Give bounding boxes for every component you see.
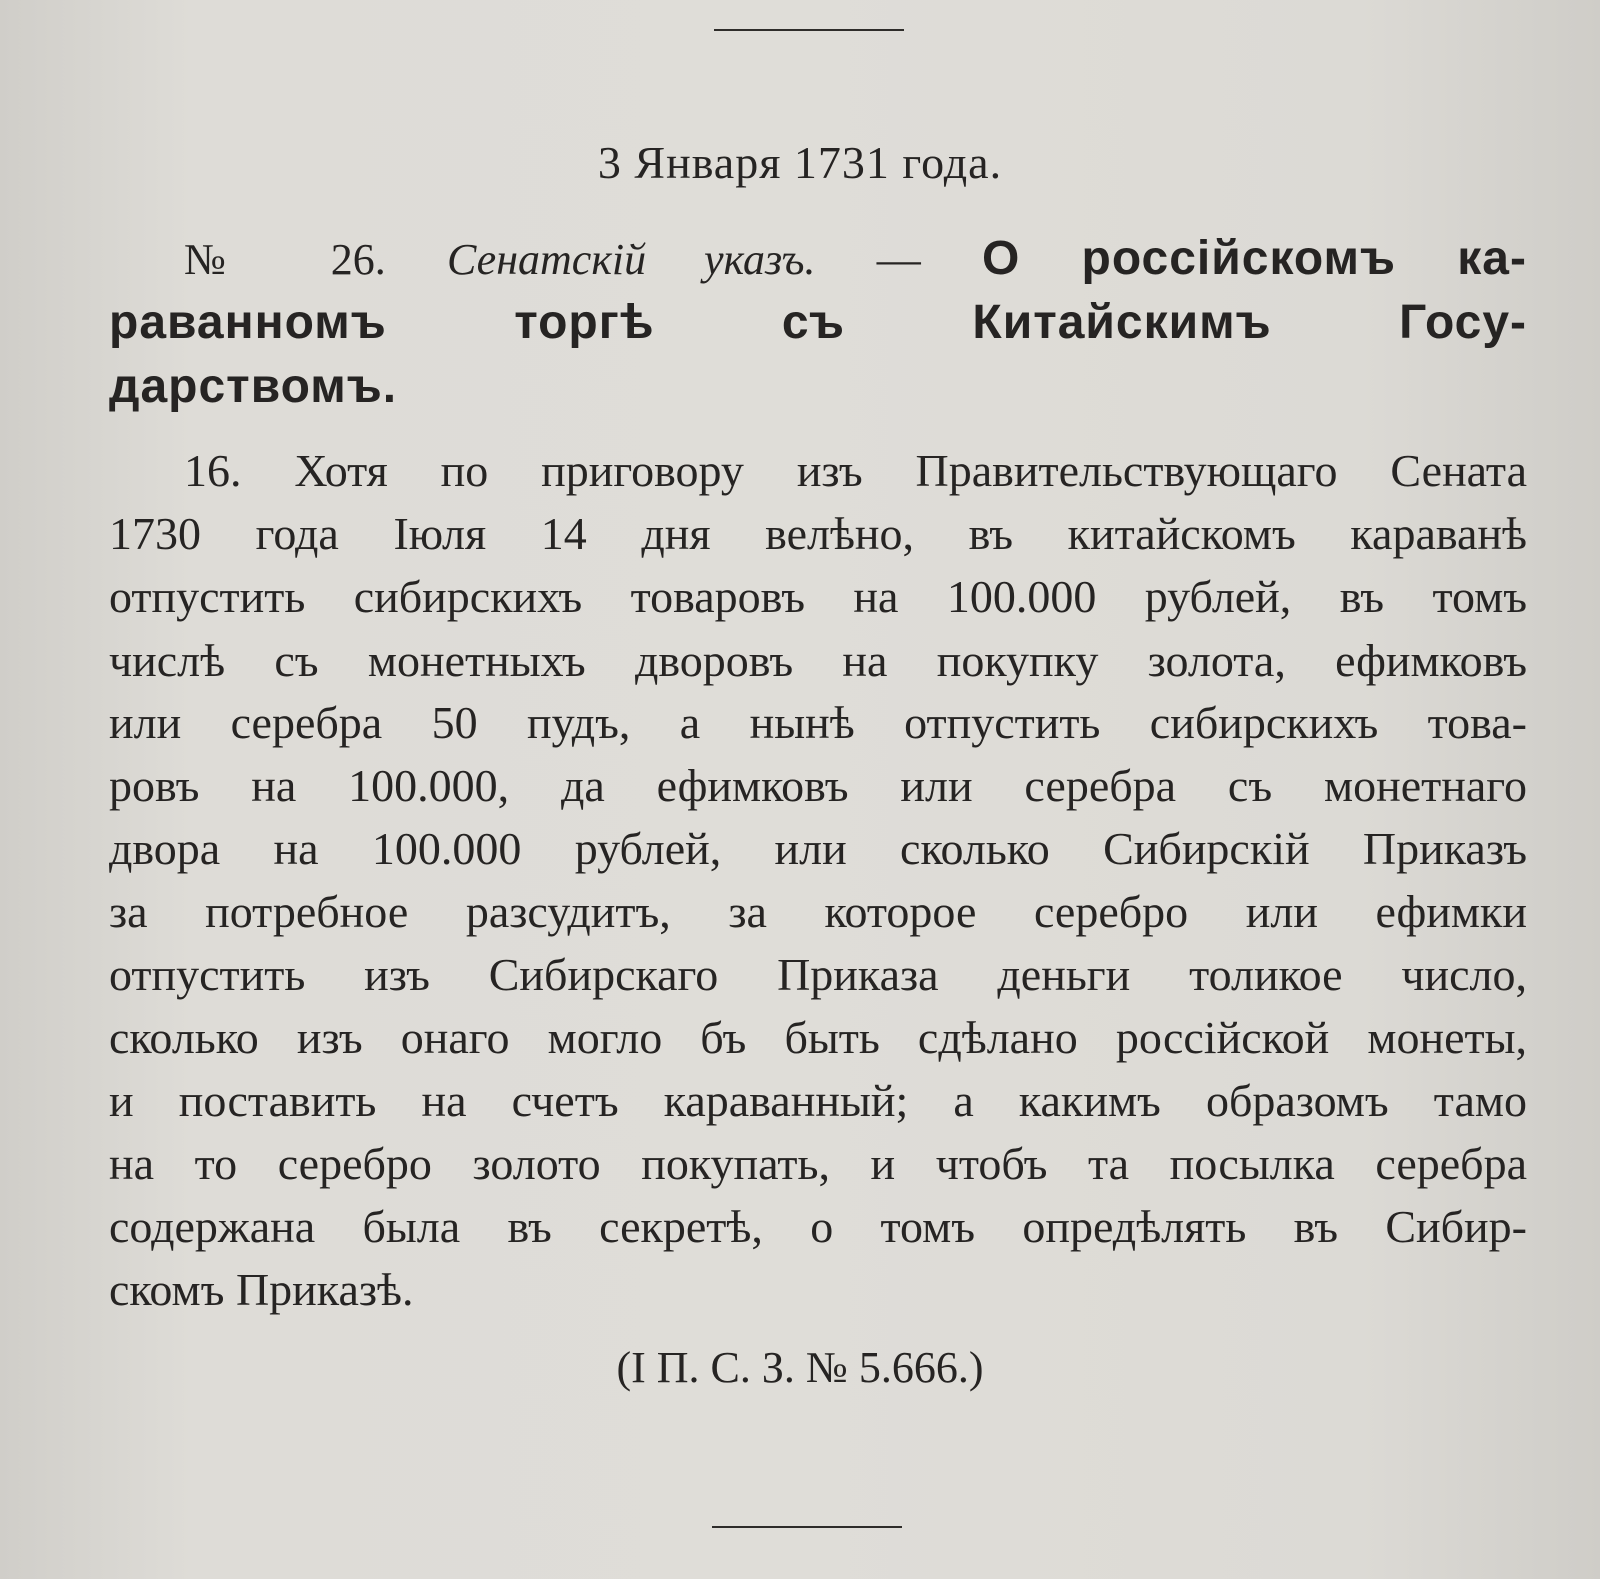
- entry-date: 3 Января 1731 года.: [597, 137, 1003, 188]
- heading-line-3: дарствомъ.: [109, 360, 398, 413]
- body-line: отпустить изъ Сибирскаго Приказа деньги толикое число,: [109, 949, 1527, 1000]
- source-citation: (I П. С. З. № 5.666.): [616, 1343, 984, 1392]
- body-line: 16. Хотя по приговору изъ Правительствующаго Сената: [184, 445, 1527, 496]
- body-line: или серебра 50 пудъ, а нынѣ отпустить сибирскихъ това-: [109, 697, 1527, 748]
- document-title-part-1: О россiйскомъ ка-: [981, 232, 1527, 285]
- body-line: содержана была въ секретѣ, о томъ опредѣлять въ Сибир-: [109, 1201, 1527, 1252]
- bottom-rule: [712, 1526, 902, 1528]
- top-rule: [714, 29, 904, 31]
- body-line: на то серебро золото покупать, и чтобъ та посылка серебра: [109, 1138, 1527, 1189]
- heading-line-1: [184, 228, 1527, 290]
- body-line: и поставить на счетъ караванный; а какимъ образомъ тамо: [109, 1075, 1527, 1126]
- body-line: числѣ съ монетныхъ дворовъ на покупку золота, ефимковъ: [109, 635, 1527, 686]
- body-line: ровъ на 100.000, да ефимковъ или серебра съ монетнаго: [109, 760, 1527, 811]
- document-number: № 26.: [184, 235, 386, 284]
- body-line: сколько изъ онаго могло бъ быть сдѣлано россiйской монеты,: [109, 1012, 1527, 1063]
- body-line: двора на 100.000 рублей, или сколько Сибирскiй Приказъ: [109, 823, 1527, 874]
- body-line: отпустить сибирскихъ товаровъ на 100.000 рублей, въ томъ: [109, 571, 1527, 622]
- body-line: 1730 года Iюля 14 дня велѣно, въ китайскомъ караванѣ: [109, 508, 1527, 559]
- body-line: скомъ Приказѣ.: [109, 1264, 414, 1315]
- document-kind: Сенатскiй указъ.: [447, 235, 816, 284]
- heading-line-2: раванномъ торгѣ съ Китайскимъ Госу-: [109, 296, 1527, 349]
- heading-dash: —: [876, 235, 921, 284]
- body-line: за потребное разсудитъ, за которое серебро или ефимки: [109, 886, 1527, 937]
